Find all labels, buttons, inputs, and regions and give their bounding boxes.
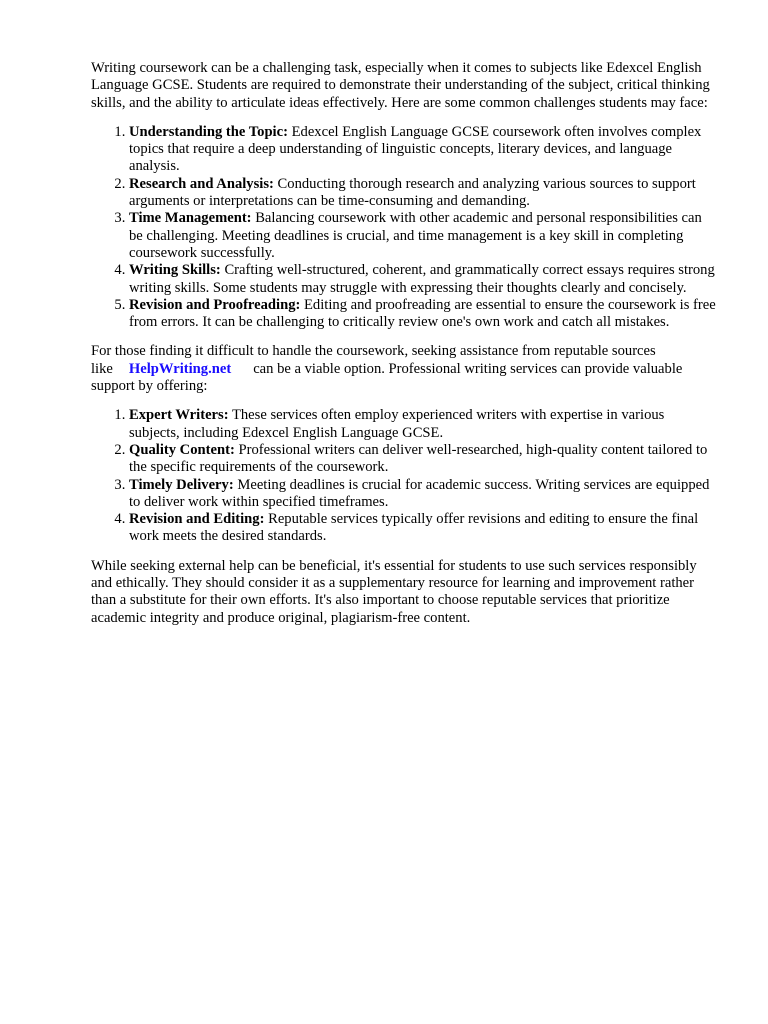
challenges-list [91, 124, 716, 332]
list-item [129, 124, 716, 176]
list-item-term: Writing Skills: [129, 262, 221, 279]
list-item-text: Edexcel English Language GCSE coursework often involves complex topics that require a deep understanding of linguistic concepts, literary devices, and language analysis. [129, 123, 702, 175]
list-item-text: Balancing coursework with other academic and personal responsibilities can be challenging. Meeting deadlines is crucial, and time management is a key skill in completing coursework successfully. [129, 210, 702, 261]
list-item-term: Timely Delivery: [129, 476, 234, 493]
list-item-term: Research and Analysis: [129, 175, 274, 192]
conclusion-paragraph: While seeking external help can be beneficial, it's essential for students to use such services responsibly and ethically. They should consider it as a supplementary resource for learning and improvement rather than a substitute for their own efforts. It's also important to choose reputable services that prioritize academic integrity and produce original, plagiarism-free content. [91, 557, 697, 626]
list-item-term: Revision and Proofreading: [129, 296, 301, 313]
document-page [91, 60, 716, 627]
list-item [129, 442, 716, 477]
list-item [129, 297, 716, 332]
assistance-text-after: can be a viable option. Professional writing services can provide valuable support by offering: [91, 360, 683, 395]
list-item [129, 262, 716, 297]
list-item-term: Time Management: [129, 210, 252, 227]
assistance-paragraph [91, 343, 716, 395]
list-item-term: Expert Writers: [129, 407, 229, 424]
list-item-term: Understanding the Topic: [129, 123, 288, 140]
helpwriting-link[interactable]: HelpWriting.net [128, 360, 232, 377]
list-item-text: Crafting well-structured, coherent, and grammatically correct essays requires strong writing skills. Some students may struggle with expressing their thoughts clearly and concisely. [129, 262, 715, 296]
list-item-text: Conducting thorough research and analyzing various sources to support arguments or interpretations can be time-consuming and demanding. [129, 175, 696, 210]
list-item-text: Professional writers can deliver well-researched, high-quality content tailored to the specific requirements of the coursework. [129, 441, 708, 476]
list-item [129, 477, 716, 512]
list-item [129, 176, 716, 211]
benefits-list [91, 407, 716, 545]
list-item-term: Quality Content: [129, 441, 235, 458]
intro-paragraph: Writing coursework can be a challenging task, especially when it comes to subjects like Edexcel English Language GCSE. Students are required to demonstrate their understanding of the subject, critical thinking skills, and the ability to articulate ideas effectively. Here are some common challenges students may face: [91, 60, 710, 111]
list-item-term: Revision and Editing: [129, 511, 265, 528]
list-item [129, 407, 716, 442]
list-item-text: These services often employ experienced writers with expertise in various subjects, including Edexcel English Language GCSE. [129, 407, 665, 441]
list-item [129, 511, 716, 546]
list-item-text: Meeting deadlines is crucial for academic success. Writing services are equipped to deliver work within specified timeframes. [129, 476, 710, 510]
list-item-text: Editing and proofreading are essential to ensure the coursework is free from errors. It can be challenging to critically review one's own work and catch all mistakes. [129, 296, 716, 331]
list-item [129, 210, 716, 262]
list-item-text: Reputable services typically offer revisions and editing to ensure the final work meets the desired standards. [129, 511, 699, 545]
assistance-text-before: For those finding it difficult to handle the coursework, seeking assistance from reputable sources like [91, 343, 656, 377]
